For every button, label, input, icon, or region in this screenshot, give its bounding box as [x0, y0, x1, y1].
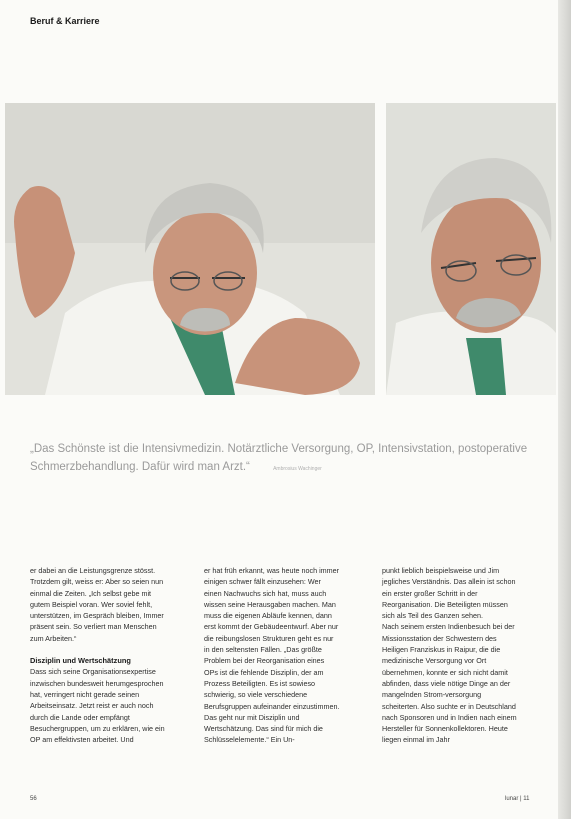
article-column-1 [30, 565, 166, 756]
article-column-2 [204, 565, 340, 757]
subheading: Disziplin und Wertschätzung [30, 656, 131, 666]
photo-credit: Ambrosius Wachinger [273, 466, 322, 472]
article-column-3 [382, 565, 518, 757]
paragraph: Dass sich seine Organisationsexpertise inzwischen bundesweit herumgesprochen hat, verringert nicht gerade seinen Arbeitseinsatz. Jetzt reist er auch noch durch die Lande oder empfängt Besuchergruppen, um zu erklären, wie ein OP am effektivsten arbeitet. Und [30, 667, 165, 745]
pull-quote-text: „Das Schönste ist die Intensivmedizin. Notärztliche Versorgung, OP, Intensivstation, postoperative Schmerzbehandlung. Dafür wird man Arzt.“ [30, 443, 528, 473]
doctor-portrait-photo [386, 103, 556, 395]
paragraph: er dabei an die Leistungsgrenze stösst. Trotzdem gilt, weiss er: Aber so seien nun einmal die Zeiten. „Ich selbst gebe mit gutem Beispiel voran. Wer soviel fehlt, unterstützen, im Gespräch bleiben, Immer präsent sein. So verliert man Menschen zum Arbeiten.“ [30, 566, 164, 643]
page-number-left: 56 [30, 796, 37, 802]
pull-quote [30, 440, 550, 478]
section-label: Beruf & Karriere [30, 16, 100, 26]
page-number-right: lunar | 11 [505, 796, 530, 802]
doctor-gesturing-photo [5, 103, 375, 395]
paragraph: Nach seinem ersten Indienbesuch bei der Missionsstation der Schwestern des Heiligen Franziskus in Raipur, die die medizinische Versorgung vor Ort übernehmen, konnte er sich nicht damit abfinden, dass viele nötige Dinge an der mangelnden Strom-versorgung scheiterten. Also suchte er in Deutschland nach Sponsoren und in Indien nach einem Hersteller für Sonnenkollektoren. Heute liegen einmal im Jahr [382, 622, 517, 745]
paragraph: er hat früh erkannt, was heute noch immer einigen schwer fällt einzusehen: Wer einen Nachwuchs sich hat, muss auch wissen seine Herausgaben machen. Man muss die eigenen Abläufe kennen, dann erst kommt der Gebäudeentwurf. Aber nur die reibungslosen Strukturen geht es nur in den seltensten Fällen. „Das größte Problem bei der Reorganisation eines OPs ist die fehlende Disziplin, der am Prozess Beteiligten. Es ist sowieso schwierig, so viele verschiedene Berufsgruppen aufeinander einzustimmen. Das geht nur mit Disziplin und Wertschätzung. Das sind für mich die Schlüsselelemente.“ Ein Un- [204, 566, 340, 745]
paragraph: punkt lieblich beispielsweise und Jim jegliches Verständnis. Das allein ist schon ein erster großer Schritt in der Reorganisation. Die Beteiligten müssen sich als Teil des Ganzen sehen. [382, 566, 516, 621]
page-edge-shadow [558, 0, 571, 819]
